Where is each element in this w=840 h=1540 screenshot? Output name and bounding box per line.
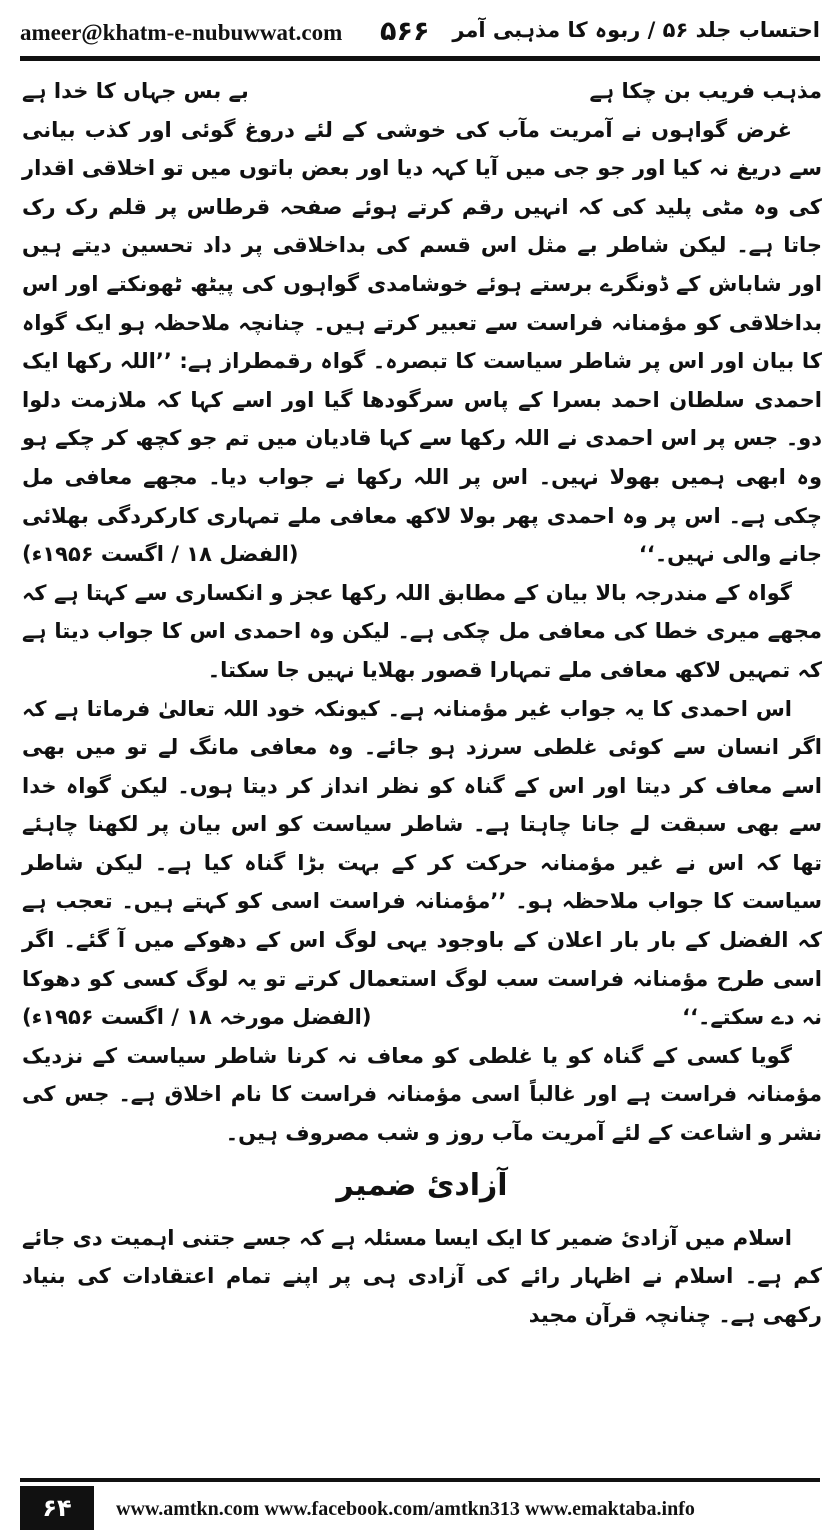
paragraph-5: اسلام میں آزادیٔ ضمیر کا ایک ایسا مسئلہ ہے کہ جسے جتنی اہمیت دی جائے کم ہے۔ اسلام نے اظہار رائے کی آزادی ہی پر اپنے تمام اعتقادات کی بنیاد رکھی ہے۔ چنانچہ قرآن مجید	[22, 1225, 822, 1327]
paragraph-4: گویا کسی کے گناہ کو یا غلطی کو معاف نہ کرنا شاطر سیاست کے نزدیک مؤمنانہ فراست ہے اور غالباً اسی مؤمنانہ فراست کا نام اخلاق ہے۔ جس کی نشر و اشاعت کے لئے آمریت مآب روز و شب مصروف ہیں۔	[22, 1043, 822, 1146]
header-rule	[20, 56, 820, 61]
verse-line	[22, 72, 822, 111]
paragraph-1-text: غرض گواہوں نے آمریت مآب کی خوشی کے لئے دروغ گوئی اور کذب بیانی سے دریغ نہ کیا اور جو جی میں آیا کہہ دیا اور بعض باتوں میں تو اخلاقی اقدار کی وہ مٹی پلید کی کہ انہیں رقم کرتے ہوئے صفحہ قرطاس پر قلم رک رک جاتا ہے۔ لیکن شاطر بے مثل اس قسم کی بداخلاقی پر داد تحسین دیتے ہیں اور شاباش کے ڈونگرے برستے ہوئے خوشامدی گواہوں کی پیٹھ ٹھونکتے اور اس بداخلاقی کو مؤمنانہ فراست سے تعبیر کرتے ہیں۔ چنانچہ ملاحظہ ہو ایک گواہ کا بیان اور اس پر شاطر سیاست کا تبصرہ۔ گواہ رقمطراز ہے: ’’اللہ رکھا ایک احمدی سلطان احمد بسرا کے پاس سرگودھا گیا اور اسے کہا کہ ملازمت دلوا دو۔ جس پر اس احمدی نے اللہ رکھا سے کہا قادیان میں تم جو کچھ کر چکے ہو وہ ابھی ہمیں بھولا نہیں۔ اس پر اللہ رکھا نے جواب دیا۔ مجھے معافی مل چکی ہے۔ اس پر وہ احمدی پھر بولا لاکھ معافی ملے تمہاری کارکردگی بھلائی جانے والی نہیں۔‘‘	[22, 117, 822, 567]
paragraph-3	[22, 690, 822, 1037]
header-email: ameer@khatm-e-nubuwwat.com	[20, 20, 343, 45]
body-text	[22, 72, 822, 1334]
footer-websites: www.amtkn.com www.facebook.com/amtkn313 www.emaktaba.info	[116, 1498, 695, 1520]
footer-page-number: ۶۴	[20, 1486, 94, 1530]
citation-2: (الفضل مورخہ ۱۸ / اگست ۱۹۵۶ء)	[22, 1005, 372, 1030]
paragraph-2: گواہ کے مندرجہ بالا بیان کے مطابق اللہ رکھا عجز و انکساری سے کہتا ہے کہ مجھے میری خطا کی معافی مل چکی ہے۔ لیکن وہ احمدی اس کا جواب دیتا ہے کہ تمہیں لاکھ معافی ملے تمہارا قصور بھلایا نہیں جا سکتا۔	[22, 580, 822, 682]
header-page-number: ۵۶۶	[380, 16, 430, 47]
running-head: احتساب جلد ۵۶ / ربوہ کا مذہبی آمر	[452, 18, 820, 42]
page-footer	[20, 1486, 820, 1532]
section-heading: آزادیٔ ضمیر	[336, 1167, 508, 1203]
citation-1: (الفضل ۱۸ / اگست ۱۹۵۶ء)	[22, 542, 299, 567]
page-header	[20, 14, 820, 54]
verse-hemistich-2: بے بس جہاں کا خدا ہے	[22, 79, 249, 103]
paragraph-3-text: اس احمدی کا یہ جواب غیر مؤمنانہ ہے۔ کیونکہ خود اللہ تعالیٰ فرماتا ہے کہ اگر انسان سے کوئی غلطی سرزد ہو جائے۔ وہ معافی مانگ لے تو میں بھی اسے معاف کر دیتا اور اس کے گناہ کو نظر انداز کر دیتا ہوں۔ لیکن گواہ خدا سے بھی سبقت لے جانا چاہتا ہے۔ شاطر سیاست کو اس بیان پر لکھنا چاہئے تھا کہ اس نے غیر مؤمنانہ حرکت کر کے بہت بڑا گناہ کیا ہے۔ لیکن شاطر سیاست کا جواب ملاحظہ ہو۔ ’’مؤمنانہ فراست اسی کو کہتے ہیں۔ تعجب ہے کہ الفضل کے بار بار اعلان کے باوجود یہی لوگ اس کے دھوکے میں آ گئے۔ اگر اسی طرح مؤمنانہ فراست سب لوگ استعمال کرتے تو یہ لوگ کسی کو دھوکا نہ دے سکتے۔‘‘	[22, 696, 822, 1030]
verse-hemistich-1: مذہب فریب بن چکا ہے	[589, 79, 822, 103]
footer-rule	[20, 1478, 820, 1482]
paragraph-1	[22, 111, 822, 574]
